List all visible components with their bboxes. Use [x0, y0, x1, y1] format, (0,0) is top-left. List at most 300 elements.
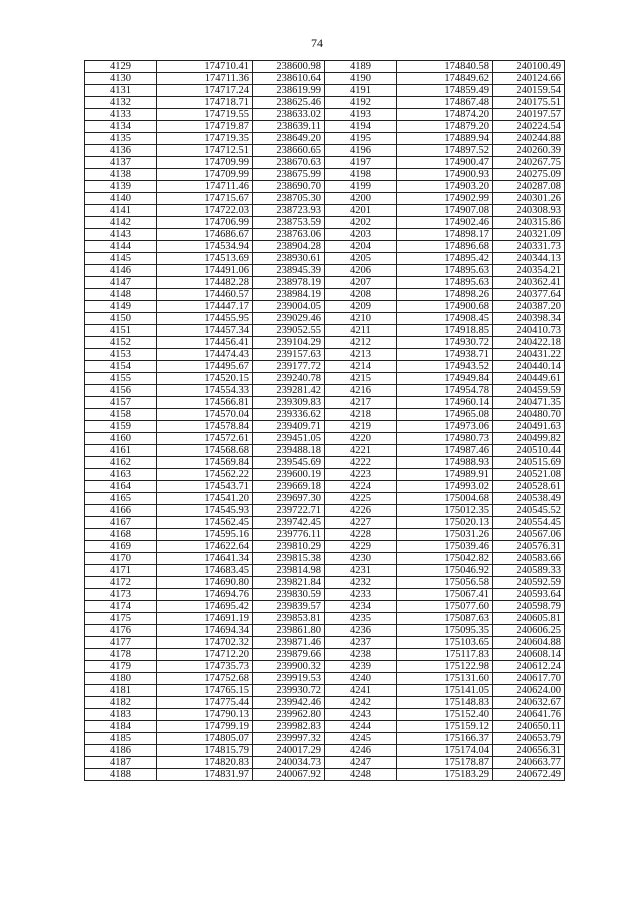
table-row: [85, 505, 565, 517]
table-row: [85, 529, 565, 541]
y-right-cell: 240606.25: [493, 625, 565, 637]
y-right-cell: 240592.59: [493, 577, 565, 589]
y-left-cell: 238675.99: [253, 169, 325, 181]
point-number-right-cell: 4219: [325, 421, 397, 433]
x-right-cell: 175174.04: [397, 745, 493, 757]
y-left-cell: 239871.46: [253, 637, 325, 649]
x-right-cell: 174987.46: [397, 445, 493, 457]
x-right-cell: 175042.82: [397, 553, 493, 565]
point-number-right-cell: 4211: [325, 325, 397, 337]
x-right-cell: 174859.49: [397, 85, 493, 97]
y-right-cell: 240387.20: [493, 301, 565, 313]
x-right-cell: 174840.58: [397, 61, 493, 73]
y-left-cell: 238984.19: [253, 289, 325, 301]
table-row: [85, 553, 565, 565]
x-left-cell: 174495.67: [157, 361, 253, 373]
point-number-left-cell: 4169: [85, 541, 157, 553]
x-right-cell: 175067.41: [397, 589, 493, 601]
point-number-left-cell: 4134: [85, 121, 157, 133]
y-right-cell: 240377.64: [493, 289, 565, 301]
point-number-left-cell: 4132: [85, 97, 157, 109]
table-row: [85, 565, 565, 577]
table-row: [85, 433, 565, 445]
point-number-left-cell: 4179: [85, 661, 157, 673]
point-number-left-cell: 4172: [85, 577, 157, 589]
point-number-left-cell: 4131: [85, 85, 157, 97]
point-number-left-cell: 4185: [85, 733, 157, 745]
table-row: [85, 397, 565, 409]
x-left-cell: 174694.76: [157, 589, 253, 601]
point-number-right-cell: 4197: [325, 157, 397, 169]
point-number-left-cell: 4182: [85, 697, 157, 709]
point-number-left-cell: 4158: [85, 409, 157, 421]
x-right-cell: 174896.68: [397, 241, 493, 253]
y-left-cell: 239104.29: [253, 337, 325, 349]
x-right-cell: 175122.98: [397, 661, 493, 673]
y-right-cell: 240608.14: [493, 649, 565, 661]
table-row: [85, 337, 565, 349]
point-number-right-cell: 4192: [325, 97, 397, 109]
y-right-cell: 240301.26: [493, 193, 565, 205]
x-right-cell: 175046.92: [397, 565, 493, 577]
y-left-cell: 239177.72: [253, 361, 325, 373]
point-number-right-cell: 4204: [325, 241, 397, 253]
point-number-left-cell: 4152: [85, 337, 157, 349]
x-left-cell: 174694.34: [157, 625, 253, 637]
x-left-cell: 174709.99: [157, 157, 253, 169]
y-right-cell: 240459.59: [493, 385, 565, 397]
y-left-cell: 239982.83: [253, 721, 325, 733]
x-right-cell: 174900.68: [397, 301, 493, 313]
x-left-cell: 174831.97: [157, 769, 253, 781]
x-left-cell: 174719.55: [157, 109, 253, 121]
y-left-cell: 239879.66: [253, 649, 325, 661]
y-left-cell: 239669.18: [253, 481, 325, 493]
table-row: [85, 637, 565, 649]
x-left-cell: 174686.67: [157, 229, 253, 241]
point-number-right-cell: 4222: [325, 457, 397, 469]
y-left-cell: 239821.84: [253, 577, 325, 589]
x-left-cell: 174570.04: [157, 409, 253, 421]
x-left-cell: 174711.36: [157, 73, 253, 85]
point-number-right-cell: 4234: [325, 601, 397, 613]
point-number-left-cell: 4156: [85, 385, 157, 397]
y-left-cell: 238904.28: [253, 241, 325, 253]
table-row: [85, 253, 565, 265]
point-number-left-cell: 4139: [85, 181, 157, 193]
point-number-left-cell: 4166: [85, 505, 157, 517]
y-right-cell: 240604.88: [493, 637, 565, 649]
table-row: [85, 277, 565, 289]
x-right-cell: 174930.72: [397, 337, 493, 349]
table-row: [85, 349, 565, 361]
x-left-cell: 174722.03: [157, 205, 253, 217]
y-right-cell: 240471.35: [493, 397, 565, 409]
point-number-right-cell: 4194: [325, 121, 397, 133]
x-right-cell: 174918.85: [397, 325, 493, 337]
table-row: [85, 493, 565, 505]
point-number-right-cell: 4230: [325, 553, 397, 565]
y-left-cell: 239810.29: [253, 541, 325, 553]
point-number-left-cell: 4136: [85, 145, 157, 157]
x-right-cell: 174900.93: [397, 169, 493, 181]
y-right-cell: 240321.09: [493, 229, 565, 241]
point-number-left-cell: 4147: [85, 277, 157, 289]
y-left-cell: 240017.29: [253, 745, 325, 757]
point-number-right-cell: 4193: [325, 109, 397, 121]
x-right-cell: 175159.12: [397, 721, 493, 733]
point-number-right-cell: 4245: [325, 733, 397, 745]
x-left-cell: 174568.68: [157, 445, 253, 457]
table-row: [85, 145, 565, 157]
point-number-left-cell: 4164: [85, 481, 157, 493]
x-left-cell: 174683.45: [157, 565, 253, 577]
x-left-cell: 174460.57: [157, 289, 253, 301]
x-left-cell: 174790.13: [157, 709, 253, 721]
x-left-cell: 174541.20: [157, 493, 253, 505]
x-left-cell: 174815.79: [157, 745, 253, 757]
x-right-cell: 174943.52: [397, 361, 493, 373]
table-row: [85, 217, 565, 229]
point-number-left-cell: 4150: [85, 313, 157, 325]
x-left-cell: 174706.99: [157, 217, 253, 229]
table-row: [85, 541, 565, 553]
x-left-cell: 174712.20: [157, 649, 253, 661]
y-left-cell: 238610.64: [253, 73, 325, 85]
x-left-cell: 174562.45: [157, 517, 253, 529]
y-right-cell: 240344.13: [493, 253, 565, 265]
x-left-cell: 174456.41: [157, 337, 253, 349]
table-row: [85, 421, 565, 433]
point-number-right-cell: 4214: [325, 361, 397, 373]
table-row: [85, 61, 565, 73]
point-number-left-cell: 4133: [85, 109, 157, 121]
x-left-cell: 174447.17: [157, 301, 253, 313]
y-right-cell: 240354.21: [493, 265, 565, 277]
point-number-right-cell: 4190: [325, 73, 397, 85]
table-row: [85, 373, 565, 385]
y-left-cell: 240067.92: [253, 769, 325, 781]
x-left-cell: 174622.64: [157, 541, 253, 553]
x-right-cell: 174867.48: [397, 97, 493, 109]
point-number-left-cell: 4173: [85, 589, 157, 601]
y-right-cell: 240656.31: [493, 745, 565, 757]
y-left-cell: 238753.59: [253, 217, 325, 229]
y-right-cell: 240521.08: [493, 469, 565, 481]
point-number-right-cell: 4248: [325, 769, 397, 781]
table-row: [85, 181, 565, 193]
point-number-left-cell: 4180: [85, 673, 157, 685]
x-left-cell: 174543.71: [157, 481, 253, 493]
y-left-cell: 238600.98: [253, 61, 325, 73]
y-right-cell: 240362.41: [493, 277, 565, 289]
table-row: [85, 241, 565, 253]
y-right-cell: 240632.67: [493, 697, 565, 709]
y-left-cell: 239997.32: [253, 733, 325, 745]
y-right-cell: 240538.49: [493, 493, 565, 505]
point-number-left-cell: 4151: [85, 325, 157, 337]
point-number-right-cell: 4241: [325, 685, 397, 697]
point-number-left-cell: 4157: [85, 397, 157, 409]
point-number-right-cell: 4242: [325, 697, 397, 709]
y-left-cell: 238723.93: [253, 205, 325, 217]
y-right-cell: 240545.52: [493, 505, 565, 517]
y-right-cell: 240175.51: [493, 97, 565, 109]
x-right-cell: 175020.13: [397, 517, 493, 529]
y-left-cell: 238639.11: [253, 121, 325, 133]
y-right-cell: 240422.18: [493, 337, 565, 349]
y-left-cell: 239742.45: [253, 517, 325, 529]
x-left-cell: 174712.51: [157, 145, 253, 157]
x-right-cell: 175004.68: [397, 493, 493, 505]
y-right-cell: 240100.49: [493, 61, 565, 73]
point-number-left-cell: 4163: [85, 469, 157, 481]
point-number-right-cell: 4218: [325, 409, 397, 421]
point-number-left-cell: 4161: [85, 445, 157, 457]
point-number-right-cell: 4203: [325, 229, 397, 241]
y-right-cell: 240197.57: [493, 109, 565, 121]
point-number-left-cell: 4155: [85, 373, 157, 385]
y-left-cell: 239488.18: [253, 445, 325, 457]
point-number-right-cell: 4213: [325, 349, 397, 361]
x-right-cell: 174898.17: [397, 229, 493, 241]
y-left-cell: 239776.11: [253, 529, 325, 541]
coordinates-table: [84, 60, 565, 781]
table-row: [85, 709, 565, 721]
y-right-cell: 240641.76: [493, 709, 565, 721]
x-left-cell: 174572.61: [157, 433, 253, 445]
table-row: [85, 745, 565, 757]
x-right-cell: 174895.63: [397, 277, 493, 289]
point-number-left-cell: 4160: [85, 433, 157, 445]
point-number-right-cell: 4205: [325, 253, 397, 265]
point-number-left-cell: 4153: [85, 349, 157, 361]
point-number-left-cell: 4129: [85, 61, 157, 73]
table-row: [85, 661, 565, 673]
x-right-cell: 175077.60: [397, 601, 493, 613]
y-left-cell: 239309.83: [253, 397, 325, 409]
page-number: 74: [311, 36, 323, 50]
x-right-cell: 174874.20: [397, 109, 493, 121]
point-number-right-cell: 4198: [325, 169, 397, 181]
y-right-cell: 240663.77: [493, 757, 565, 769]
y-left-cell: 240034.73: [253, 757, 325, 769]
point-number-right-cell: 4225: [325, 493, 397, 505]
point-number-right-cell: 4229: [325, 541, 397, 553]
table-row: [85, 445, 565, 457]
point-number-right-cell: 4235: [325, 613, 397, 625]
x-left-cell: 174513.69: [157, 253, 253, 265]
y-left-cell: 238978.19: [253, 277, 325, 289]
y-right-cell: 240510.44: [493, 445, 565, 457]
y-right-cell: 240617.70: [493, 673, 565, 685]
table-row: [85, 409, 565, 421]
x-right-cell: 175095.35: [397, 625, 493, 637]
x-left-cell: 174595.16: [157, 529, 253, 541]
table-row: [85, 205, 565, 217]
table-row: [85, 601, 565, 613]
x-right-cell: 175056.58: [397, 577, 493, 589]
y-left-cell: 238633.02: [253, 109, 325, 121]
point-number-left-cell: 4175: [85, 613, 157, 625]
point-number-left-cell: 4142: [85, 217, 157, 229]
table-row: [85, 721, 565, 733]
y-left-cell: 239830.59: [253, 589, 325, 601]
point-number-right-cell: 4243: [325, 709, 397, 721]
x-left-cell: 174534.94: [157, 241, 253, 253]
table-row: [85, 97, 565, 109]
y-right-cell: 240159.54: [493, 85, 565, 97]
y-left-cell: 239336.62: [253, 409, 325, 421]
x-right-cell: 175087.63: [397, 613, 493, 625]
y-left-cell: 239900.32: [253, 661, 325, 673]
point-number-right-cell: 4239: [325, 661, 397, 673]
point-number-left-cell: 4165: [85, 493, 157, 505]
y-right-cell: 240275.09: [493, 169, 565, 181]
table-row: [85, 625, 565, 637]
x-right-cell: 174973.06: [397, 421, 493, 433]
x-right-cell: 175183.29: [397, 769, 493, 781]
point-number-right-cell: 4227: [325, 517, 397, 529]
y-left-cell: 239600.19: [253, 469, 325, 481]
point-number-right-cell: 4202: [325, 217, 397, 229]
point-number-left-cell: 4130: [85, 73, 157, 85]
x-left-cell: 174695.42: [157, 601, 253, 613]
y-right-cell: 240431.22: [493, 349, 565, 361]
y-left-cell: 239861.80: [253, 625, 325, 637]
y-left-cell: 239814.98: [253, 565, 325, 577]
x-right-cell: 175166.37: [397, 733, 493, 745]
x-right-cell: 175117.83: [397, 649, 493, 661]
y-right-cell: 240650.11: [493, 721, 565, 733]
y-left-cell: 239029.46: [253, 313, 325, 325]
y-left-cell: 238625.46: [253, 97, 325, 109]
x-right-cell: 175178.87: [397, 757, 493, 769]
point-number-right-cell: 4236: [325, 625, 397, 637]
point-number-right-cell: 4216: [325, 385, 397, 397]
x-right-cell: 175131.60: [397, 673, 493, 685]
table-row: [85, 697, 565, 709]
table-row: [85, 361, 565, 373]
y-right-cell: 240260.39: [493, 145, 565, 157]
y-left-cell: 238690.70: [253, 181, 325, 193]
point-number-left-cell: 4137: [85, 157, 157, 169]
x-left-cell: 174715.67: [157, 193, 253, 205]
point-number-left-cell: 4188: [85, 769, 157, 781]
y-left-cell: 239853.81: [253, 613, 325, 625]
point-number-left-cell: 4159: [85, 421, 157, 433]
x-left-cell: 174719.35: [157, 133, 253, 145]
point-number-right-cell: 4209: [325, 301, 397, 313]
y-right-cell: 240515.69: [493, 457, 565, 469]
y-right-cell: 240567.06: [493, 529, 565, 541]
table-row: [85, 265, 565, 277]
y-left-cell: 239919.53: [253, 673, 325, 685]
y-right-cell: 240653.79: [493, 733, 565, 745]
point-number-right-cell: 4223: [325, 469, 397, 481]
x-right-cell: 174898.26: [397, 289, 493, 301]
x-left-cell: 174765.15: [157, 685, 253, 697]
y-left-cell: 239004.05: [253, 301, 325, 313]
y-left-cell: 238763.06: [253, 229, 325, 241]
y-left-cell: 239962.80: [253, 709, 325, 721]
point-number-left-cell: 4146: [85, 265, 157, 277]
point-number-left-cell: 4184: [85, 721, 157, 733]
point-number-right-cell: 4217: [325, 397, 397, 409]
point-number-right-cell: 4228: [325, 529, 397, 541]
point-number-left-cell: 4187: [85, 757, 157, 769]
point-number-left-cell: 4170: [85, 553, 157, 565]
point-number-right-cell: 4231: [325, 565, 397, 577]
table-row: [85, 229, 565, 241]
x-left-cell: 174718.71: [157, 97, 253, 109]
table-row: [85, 589, 565, 601]
point-number-left-cell: 4168: [85, 529, 157, 541]
x-left-cell: 174719.87: [157, 121, 253, 133]
point-number-left-cell: 4149: [85, 301, 157, 313]
x-left-cell: 174752.68: [157, 673, 253, 685]
x-right-cell: 174993.02: [397, 481, 493, 493]
y-right-cell: 240593.64: [493, 589, 565, 601]
point-number-right-cell: 4246: [325, 745, 397, 757]
y-left-cell: 238660.65: [253, 145, 325, 157]
table-row: [85, 73, 565, 85]
y-left-cell: 238619.99: [253, 85, 325, 97]
point-number-left-cell: 4181: [85, 685, 157, 697]
x-left-cell: 174775.44: [157, 697, 253, 709]
y-right-cell: 240583.66: [493, 553, 565, 565]
y-right-cell: 240224.54: [493, 121, 565, 133]
x-left-cell: 174735.73: [157, 661, 253, 673]
table-row: [85, 109, 565, 121]
y-right-cell: 240672.49: [493, 769, 565, 781]
x-right-cell: 174988.93: [397, 457, 493, 469]
x-right-cell: 174954.78: [397, 385, 493, 397]
y-right-cell: 240528.61: [493, 481, 565, 493]
point-number-left-cell: 4174: [85, 601, 157, 613]
y-left-cell: 238705.30: [253, 193, 325, 205]
table-row: [85, 517, 565, 529]
x-left-cell: 174799.19: [157, 721, 253, 733]
x-right-cell: 174965.08: [397, 409, 493, 421]
y-left-cell: 239157.63: [253, 349, 325, 361]
table-row: [85, 301, 565, 313]
x-left-cell: 174569.84: [157, 457, 253, 469]
x-left-cell: 174820.83: [157, 757, 253, 769]
y-right-cell: 240124.66: [493, 73, 565, 85]
table-row: [85, 613, 565, 625]
table-row: [85, 481, 565, 493]
point-number-right-cell: 4191: [325, 85, 397, 97]
x-right-cell: 174908.45: [397, 313, 493, 325]
point-number-left-cell: 4144: [85, 241, 157, 253]
x-right-cell: 174903.20: [397, 181, 493, 193]
point-number-right-cell: 4240: [325, 673, 397, 685]
x-right-cell: 175012.35: [397, 505, 493, 517]
y-left-cell: 238945.39: [253, 265, 325, 277]
point-number-right-cell: 4199: [325, 181, 397, 193]
y-right-cell: 240267.75: [493, 157, 565, 169]
point-number-left-cell: 4141: [85, 205, 157, 217]
y-left-cell: 239052.55: [253, 325, 325, 337]
x-left-cell: 174554.33: [157, 385, 253, 397]
y-left-cell: 239409.71: [253, 421, 325, 433]
point-number-right-cell: 4232: [325, 577, 397, 589]
x-right-cell: 174902.46: [397, 217, 493, 229]
y-right-cell: 240598.79: [493, 601, 565, 613]
x-right-cell: 174960.14: [397, 397, 493, 409]
x-right-cell: 174907.08: [397, 205, 493, 217]
